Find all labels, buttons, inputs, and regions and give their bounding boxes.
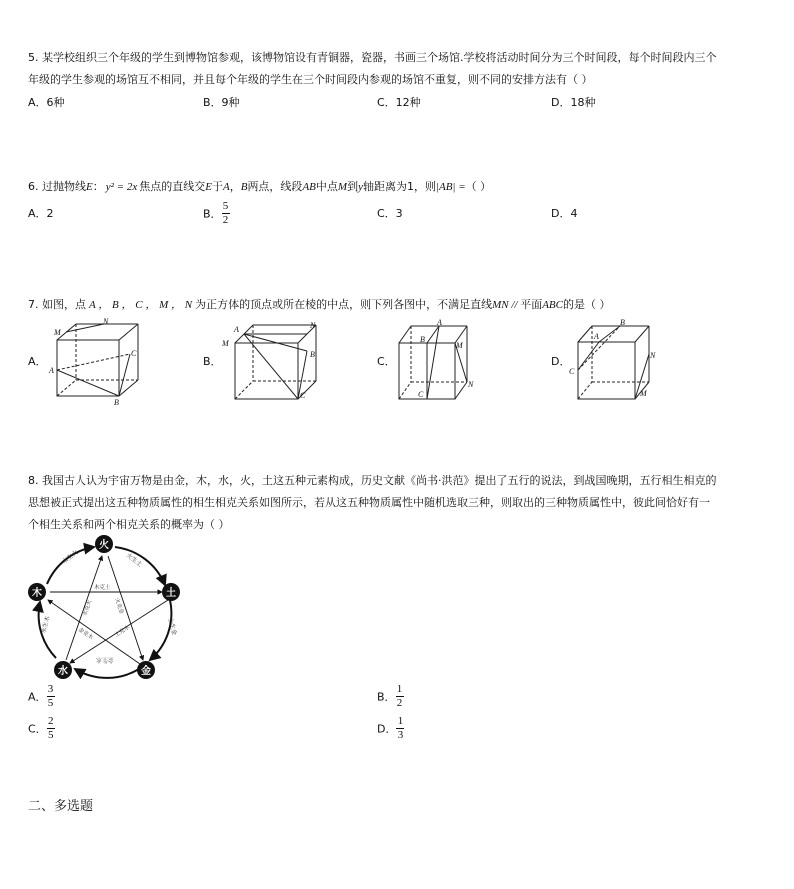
q5-option-b: B．9种 xyxy=(203,96,240,109)
q8-option-b-fraction xyxy=(396,683,404,710)
q7-text: 为正方体的顶点或所在棱的中点，则下列各图中，不满足直线 xyxy=(195,298,493,311)
fraction-denominator: 5 xyxy=(47,729,54,741)
q7-stem xyxy=(28,296,610,312)
fraction-denominator: 3 xyxy=(397,729,404,741)
q6-var-ab: AB xyxy=(302,181,316,193)
point-n-label: N xyxy=(310,321,316,330)
element-water-label: 水 xyxy=(58,666,68,677)
q7-option-b-label: B． xyxy=(203,355,222,368)
q6-option-a: A．2 xyxy=(28,207,54,220)
q6-option-c: C．3 xyxy=(377,207,403,220)
q6-var-e: E xyxy=(86,181,93,193)
cube-hidden-edge xyxy=(399,382,411,399)
point-a-label: A xyxy=(234,325,239,334)
fraction-numerator: 5 xyxy=(222,200,229,212)
element-wood-node xyxy=(28,583,46,601)
point-n-label: N xyxy=(468,380,474,389)
cube-hidden-edge xyxy=(578,382,592,399)
segment-bc xyxy=(578,326,620,370)
q8-option-a xyxy=(28,683,55,710)
element-water-node xyxy=(54,661,72,679)
q7-mn-parallel: MN // xyxy=(492,299,521,311)
q8-line2: 思想被正式提出这五种物质属性的相生相克关系如图所示，若从这五种物质属性中随机选取三种，则取出的三种物质属性中，彼此间恰好有一 xyxy=(28,496,710,509)
q6-abs-ab: |AB| = xyxy=(435,181,466,193)
q7-text: 7. 如图，点 xyxy=(28,298,86,311)
q6-text: 两点，线段 xyxy=(247,180,303,193)
q7-plane-abc: ABC xyxy=(542,299,563,311)
q8-option-a-fraction xyxy=(47,683,55,710)
fraction-numerator: 1 xyxy=(397,715,404,727)
sheng-arc-metal-water xyxy=(75,669,139,678)
q6-stem xyxy=(28,178,491,194)
cube-edge xyxy=(455,382,467,399)
segment-ac xyxy=(427,326,439,399)
q6-text: 到 xyxy=(347,180,359,193)
q6-text: 焦点的直线交 xyxy=(139,180,206,193)
point-c-label: C xyxy=(418,390,424,399)
q8-line1: 8. 我国古人认为宇宙万物是由金，木，水，火，土这五种元素构成，历史文献《尚书·洪范》提出了五行的说法，到战国晚期，五行相生相克的 xyxy=(28,474,717,487)
q6-text: （ ） xyxy=(465,180,492,193)
q7-points: A ， B ， C ， M ， N xyxy=(89,299,193,311)
element-metal-label: 金 xyxy=(141,666,151,677)
fraction-denominator: 5 xyxy=(47,697,54,709)
point-a-label: A xyxy=(437,318,442,327)
sheng-label-metal-water: 金生水 xyxy=(95,656,114,662)
ke-line-fire-metal xyxy=(108,556,143,660)
point-a-label: A xyxy=(49,366,54,375)
cube-edge xyxy=(635,326,649,342)
point-a-label: A xyxy=(594,332,599,341)
element-fire-node xyxy=(95,535,113,553)
q6-equation: y² = 2x xyxy=(105,181,138,193)
element-earth-label: 土 xyxy=(166,588,176,599)
fraction-denominator: 2 xyxy=(222,214,229,226)
q6-option-b xyxy=(203,200,230,227)
ke-label-earth-water: 土克水 xyxy=(113,624,131,639)
q6-text: 轴距离为1，则 xyxy=(362,180,436,193)
q8-option-c-label: C． xyxy=(28,722,47,736)
cube-edge xyxy=(578,326,592,342)
q7-option-d-label: D． xyxy=(551,355,571,368)
q6-option-b-label: B． xyxy=(203,207,222,221)
q6-var-e: E xyxy=(205,181,212,193)
q8-option-c-fraction xyxy=(47,715,55,742)
q6-var-y: y xyxy=(358,181,363,193)
q6-var-b: B xyxy=(240,181,248,193)
segment-ab xyxy=(599,326,620,342)
q7-option-c-label: C． xyxy=(377,355,396,368)
point-m-label: M xyxy=(640,389,647,398)
sheng-arc-wood-fire xyxy=(47,547,94,584)
point-n-label: N xyxy=(650,351,656,360)
q5-option-a: A．6种 xyxy=(28,96,65,109)
sheng-label-earth-metal: 土生金 xyxy=(166,617,177,637)
q7-cube-d-figure xyxy=(568,316,668,406)
q7-cube-b-figure xyxy=(222,316,332,406)
q7-text: 的是（ ） xyxy=(562,298,611,311)
q8-option-d xyxy=(377,715,404,742)
q8-option-b-label: B． xyxy=(377,690,396,704)
q7-option-a-label: A． xyxy=(28,355,47,368)
fraction-numerator: 1 xyxy=(396,683,403,695)
q8-option-b xyxy=(377,683,404,710)
q6-var-m: M xyxy=(337,181,348,193)
q8-line3: 个相生关系和两个相克关系的概率为（ ） xyxy=(28,518,230,531)
q8-option-d-label: D． xyxy=(377,722,397,736)
q6-var-a: A xyxy=(222,181,230,193)
q5-line1: 5. 某学校组织三个年级的学生到博物馆参观，该博物馆设有青铜器，瓷器，书画三个场馆.学校将活动时间分为三个时间段，每个时间段内三个 xyxy=(28,51,717,64)
segment-ac xyxy=(578,342,599,370)
segment-ab xyxy=(57,370,119,396)
point-b-label: B xyxy=(620,318,625,327)
cube-edge xyxy=(119,324,138,340)
segment-bc xyxy=(119,354,130,396)
q8-option-d-fraction xyxy=(396,715,404,742)
cube-edge xyxy=(119,380,138,396)
ke-label-metal-wood: 金克木 xyxy=(76,626,94,642)
point-c-label: C xyxy=(569,367,575,376)
q7-cube-a-figure xyxy=(40,316,150,406)
ke-label-wood-earth: 木克土 xyxy=(94,585,111,591)
sheng-label-fire-earth: 火生土 xyxy=(124,552,143,569)
segment-ac xyxy=(244,334,298,399)
sheng-label-water-wood: 水生木 xyxy=(41,615,52,635)
element-fire-label: 火 xyxy=(99,540,109,551)
q6-comma: ， xyxy=(229,180,241,193)
ke-label-fire-metal: 火克金 xyxy=(113,597,125,615)
q8-option-c xyxy=(28,715,55,742)
element-metal-node xyxy=(137,661,155,679)
q5-line2: 年级的学生参观的场馆互不相同，并且每个年级的学生在三个时间段内参观的场馆不重复，则不同的安排方法有（ ） xyxy=(28,73,593,86)
cube-edge xyxy=(399,326,411,343)
q6-text: 6. 过抛物线 xyxy=(28,180,86,193)
q6-colon: ： xyxy=(92,180,104,193)
cube-front-face xyxy=(578,342,635,399)
point-c-label: C xyxy=(131,349,137,358)
q5-option-c: C．12种 xyxy=(377,96,421,109)
fraction-denominator: 2 xyxy=(396,697,403,709)
q7-text: 平面 xyxy=(520,298,543,311)
element-wood-label: 木 xyxy=(32,588,42,599)
q6-text: 中点 xyxy=(315,180,338,193)
section-heading: 二、多选题 xyxy=(28,799,94,814)
cube-hidden-edge xyxy=(57,380,76,396)
cube-front-face xyxy=(235,343,298,399)
element-earth-node xyxy=(162,583,180,601)
fraction-numerator: 3 xyxy=(47,683,54,695)
cube-hidden-edge xyxy=(235,381,253,399)
point-b-label: B xyxy=(420,335,425,344)
q6-option-d: D．4 xyxy=(551,207,578,220)
point-m-label: M xyxy=(54,328,61,337)
point-b-label: B xyxy=(310,350,315,359)
point-m-label: M xyxy=(456,341,463,350)
point-c-label: C xyxy=(300,391,306,400)
point-n-label: N xyxy=(103,317,109,326)
q8-option-a-label: A． xyxy=(28,690,47,704)
point-b-label: B xyxy=(114,398,119,406)
point-m-label: M xyxy=(222,339,229,348)
five-elements-diagram xyxy=(22,530,192,682)
fraction-numerator: 2 xyxy=(47,715,54,727)
q7-cube-c-figure xyxy=(395,316,485,406)
q6-option-b-fraction xyxy=(222,200,230,227)
q5-option-d: D．18种 xyxy=(551,96,596,109)
ke-label-water-fire: 水克火 xyxy=(82,599,94,617)
sheng-label-wood-fire: 木生火 xyxy=(61,549,80,566)
q6-text: 于 xyxy=(211,180,223,193)
